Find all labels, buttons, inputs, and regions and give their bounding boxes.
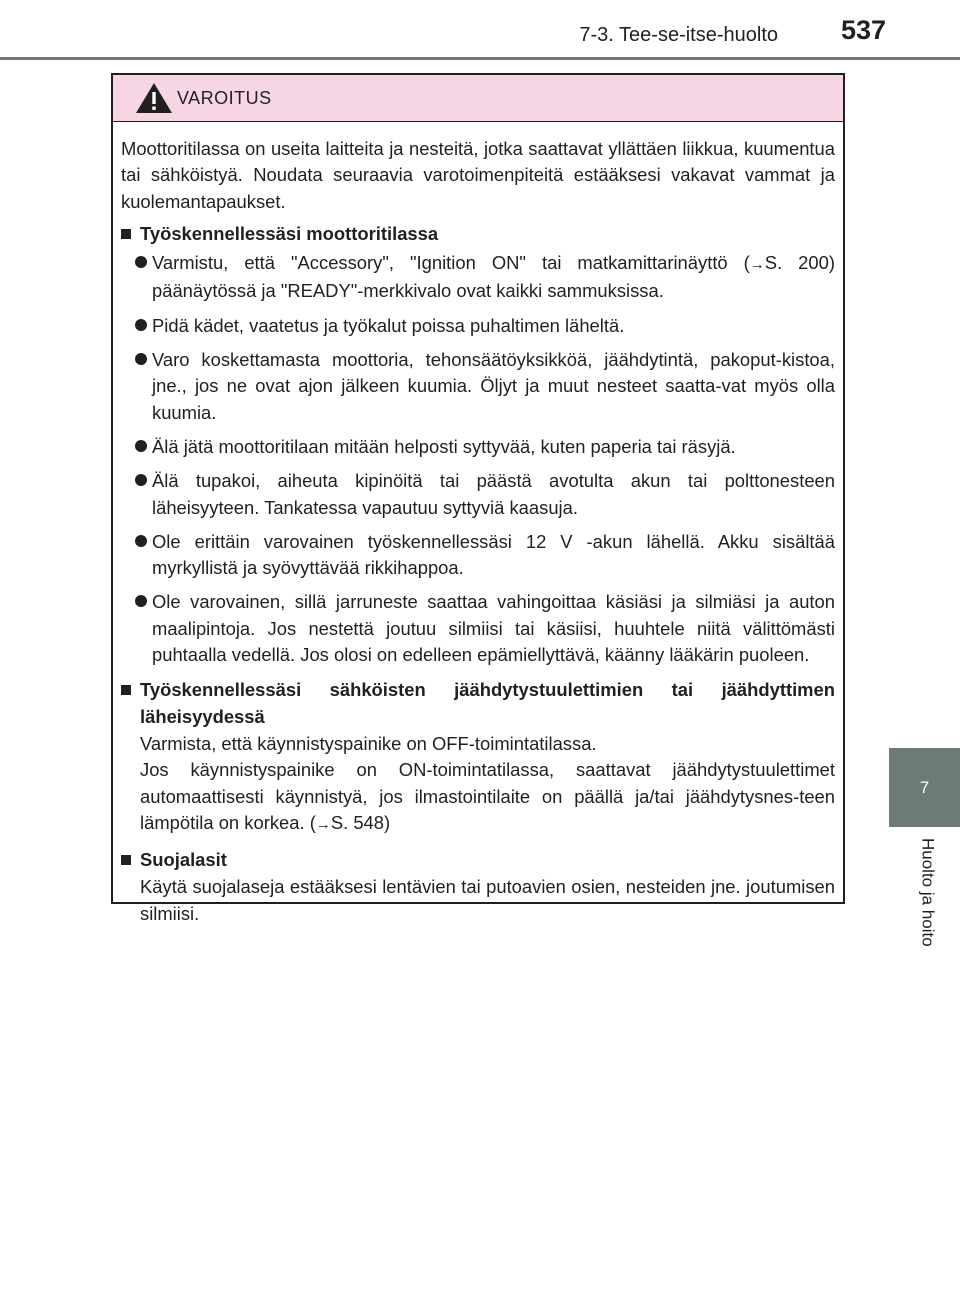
square-bullet-icon [121, 855, 131, 865]
square-bullet-icon [121, 685, 131, 695]
list-item: Ole varovainen, sillä jarruneste saattaa vahingoittaa käsiäsi ja silmiäsi ja auton maalipintoja. Jos nestettä joutuu silmiisi tai käsiisi, huuhtele niitä välittömästi puhtaalla vedellä. Jos olosi on edelleen epämiellyttävä, käänny lääkärin puoleen. [135, 589, 835, 668]
round-bullet-icon [135, 595, 147, 607]
chapter-tab[interactable] [889, 748, 960, 827]
page-number: 537 [840, 15, 886, 45]
list-item: Varmistu, että "Accessory", "Ignition ON" tai matkamittarinäyttö (→S. 200) päänäytössä ja "READY"-merkkivalo ovat kaikki sammuksissa. [135, 250, 835, 305]
list-item: Pidä kädet, vaatetus ja työkalut poissa puhaltimen läheltä. [135, 313, 835, 339]
chapter-title: Huolto ja hoito [918, 838, 938, 947]
section-heading: Työskennellessäsi moottoritilassa [121, 221, 835, 247]
warning-triangle-icon [135, 82, 173, 114]
section-text: Käytä suojalaseja estääksesi lentävien tai putoavien osien, nesteiden jne. joutumisen silmiisi. [140, 876, 835, 924]
chapter-number: 7 [919, 777, 930, 797]
warning-title: VAROITUS [177, 87, 272, 108]
round-bullet-icon [135, 319, 147, 331]
round-bullet-icon [135, 256, 147, 268]
round-bullet-icon [135, 353, 147, 365]
section-heading: Suojalasit [121, 847, 835, 873]
page-ref-arrow-icon: → [749, 256, 765, 274]
round-bullet-icon [135, 440, 147, 452]
section-text: Varmista, että käynnistyspainike on OFF-toimintatilassa. Jos käynnistyspainike on ON-toimintatilassa, saattavat jäähdytystuulettimet automaattisesti käynnistyä, jos ilmastointilaite on päällä ja/tai jäähdytysnes-teen lämpötila on korkea. (→S. 548) [140, 732, 835, 833]
list-item: Ole erittäin varovainen työskennellessäsi 12 V -akun lähellä. Akku sisältää myrkyllistä ja syövyttävää rikkihappoa. [135, 529, 835, 582]
header-rule [0, 57, 960, 60]
round-bullet-icon [135, 474, 147, 486]
list-item: Älä jätä moottoritilaan mitään helposti syttyvää, kuten paperia tai räsyjä. [135, 434, 835, 460]
round-bullet-icon [135, 535, 147, 547]
list-item: Varo koskettamasta moottoria, tehonsäätöyksikköä, jäähdytintä, pakoput-kistoa, jne., jos ne ovat ajon jälkeen kuumia. Öljyt ja muut nesteet saatta-vat myös olla kuumia. [135, 347, 835, 426]
list-item: Älä tupakoi, aiheuta kipinöitä tai päästä avotulta akun tai polttonesteen läheisyyteen. Tankatessa vapautuu syttyviä kaasuja. [135, 468, 835, 521]
warning-box [111, 73, 845, 924]
warning-header [113, 75, 843, 122]
page-ref-arrow-icon: → [315, 815, 331, 833]
square-bullet-icon [121, 229, 131, 239]
warning-body [113, 122, 843, 927]
warning-intro: Moottoritilassa on useita laitteita ja nesteitä, jotka saattavat yllättäen liikkua, kuumentua tai sähköistyä. Noudata seuraavia varotoimenpiteitä estääksesi vakavat vammat ja kuolemantapaukset. [121, 138, 835, 212]
section-title: 7-3. Tee-se-itse-huolto [579, 24, 778, 46]
section-heading: Työskennellessäsi sähköisten jäähdytystuulettimien tai jäähdyttimen läheisyydessä [121, 677, 835, 730]
